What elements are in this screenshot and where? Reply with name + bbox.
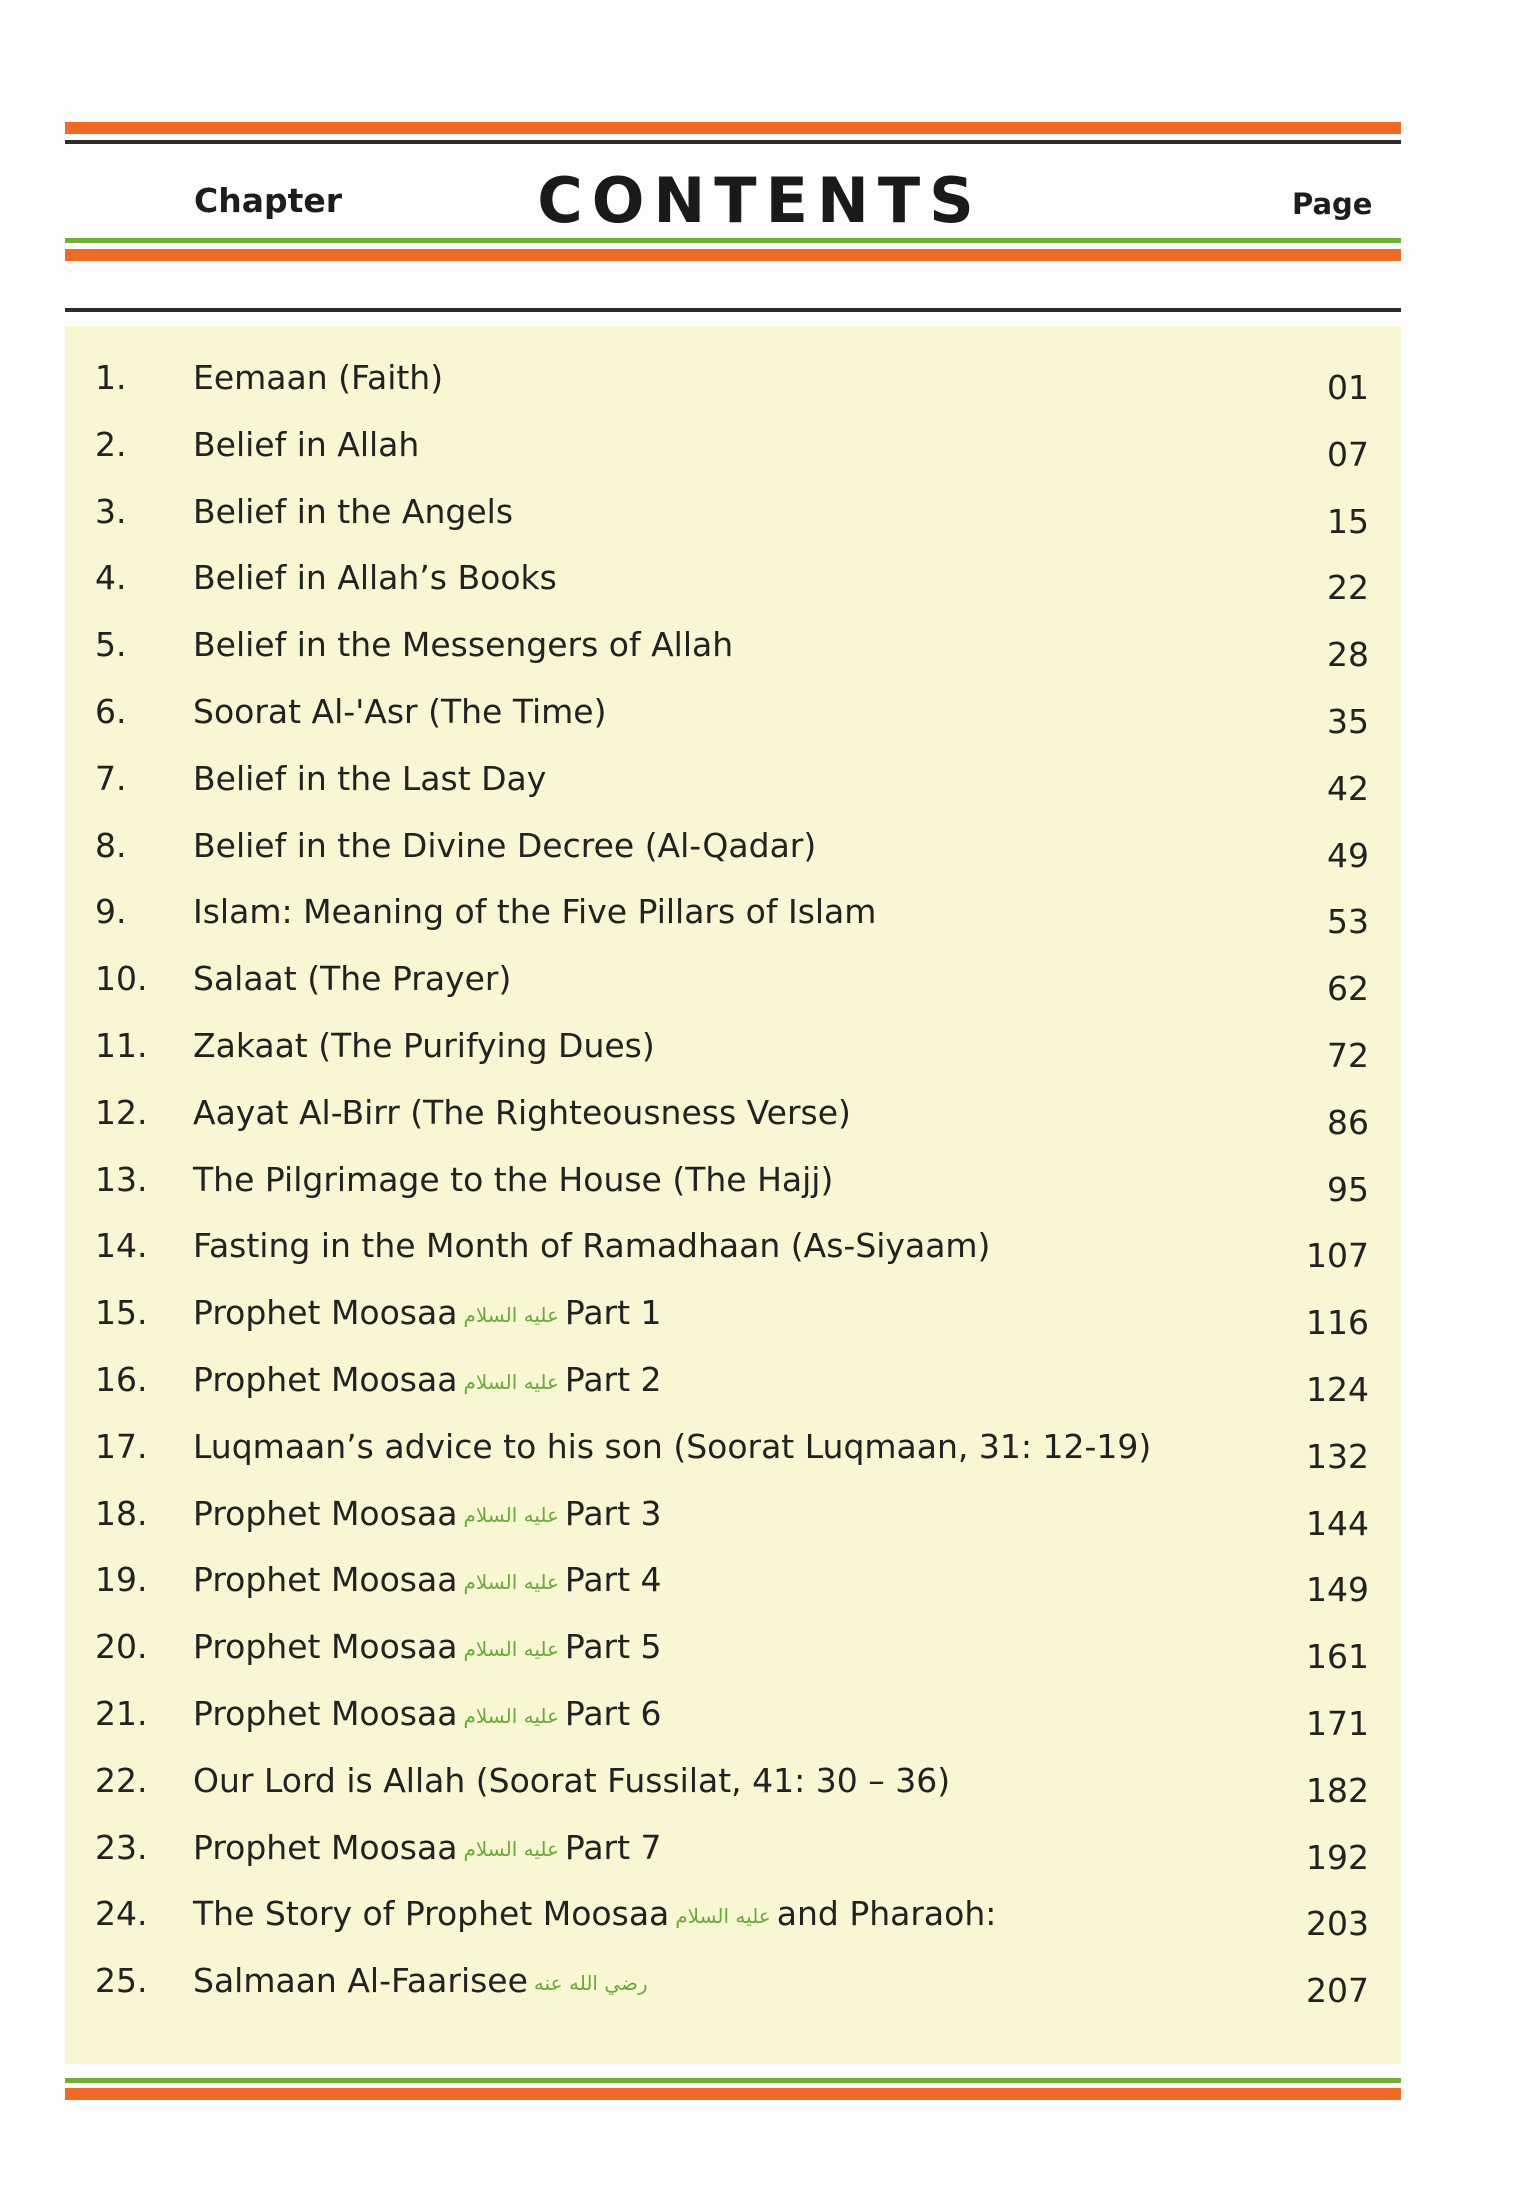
chapter-column-label: Chapter bbox=[194, 181, 343, 220]
chapter-title-text: Soorat Al-'Asr (The Time) bbox=[193, 692, 607, 731]
chapter-number: 7. bbox=[95, 758, 127, 798]
chapter-number: 4. bbox=[95, 558, 127, 598]
page-number: 149 bbox=[1306, 1570, 1369, 1610]
chapter-title bbox=[193, 1360, 662, 1399]
chapter-title-text: Our Lord is Allah (Soorat Fussilat, 41: 30 – 36) bbox=[193, 1760, 951, 1800]
chapter-title-suffix: Part 1 bbox=[564, 1293, 662, 1333]
toc-entry bbox=[65, 1961, 1401, 2027]
page-number: 01 bbox=[1327, 368, 1369, 407]
toc-entry bbox=[65, 1226, 1401, 1292]
toc-entry bbox=[65, 1427, 1401, 1493]
page-number: 95 bbox=[1327, 1169, 1369, 1209]
chapter-number: 11. bbox=[95, 1026, 148, 1065]
chapter-title bbox=[193, 1828, 662, 1867]
chapter-title-suffix: Part 4 bbox=[564, 1560, 662, 1600]
toc-entry bbox=[65, 1627, 1401, 1693]
bottom-rule-orange bbox=[65, 2088, 1401, 2100]
page-number: 182 bbox=[1306, 1770, 1369, 1810]
honorific-glyph: عليه السلام bbox=[463, 1369, 559, 1394]
toc-entry bbox=[65, 1560, 1401, 1626]
header-rule-orange bbox=[65, 249, 1401, 261]
honorific-glyph: عليه السلام bbox=[463, 1569, 559, 1594]
page-number: 72 bbox=[1327, 1036, 1369, 1075]
chapter-number: 5. bbox=[95, 625, 127, 665]
chapter-title-text: Prophet Moosaa bbox=[193, 1694, 458, 1733]
chapter-title bbox=[193, 892, 876, 931]
chapter-title bbox=[193, 1093, 851, 1132]
chapter-title bbox=[193, 1293, 662, 1332]
toc-entry bbox=[65, 1360, 1401, 1426]
toc-entry bbox=[65, 1761, 1401, 1827]
page-number: 53 bbox=[1327, 902, 1369, 942]
chapter-title-suffix: Part 3 bbox=[564, 1493, 662, 1533]
honorific-glyph: عليه السلام bbox=[675, 1903, 771, 1928]
bottom-rule-green bbox=[65, 2078, 1401, 2083]
top-rule-orange bbox=[65, 122, 1401, 134]
chapter-title bbox=[193, 1961, 654, 2000]
chapter-title bbox=[193, 1427, 1151, 1466]
chapter-title bbox=[193, 1226, 990, 1265]
panel-top-rule bbox=[65, 308, 1401, 312]
chapter-title-text: Prophet Moosaa bbox=[193, 1493, 458, 1533]
chapter-title-suffix: and Pharaoh: bbox=[776, 1894, 997, 1934]
chapter-number: 25. bbox=[95, 1961, 148, 2001]
chapter-number: 22. bbox=[95, 1760, 148, 1800]
chapter-title-text: Prophet Moosaa bbox=[193, 1627, 458, 1667]
toc-entry bbox=[65, 959, 1401, 1025]
toc-entry bbox=[65, 1494, 1401, 1560]
toc-entry bbox=[65, 358, 1401, 424]
chapter-title-text: Belief in Allah bbox=[193, 424, 420, 464]
page-number: 22 bbox=[1327, 568, 1369, 608]
chapter-title-text: The Pilgrimage to the House (The Hajj) bbox=[193, 1159, 834, 1199]
chapter-title-suffix: Part 6 bbox=[564, 1694, 662, 1733]
chapter-title bbox=[193, 492, 513, 531]
page-number: 132 bbox=[1306, 1436, 1369, 1476]
honorific-glyph: رضي الله عنه bbox=[533, 1970, 648, 1995]
page-number: 42 bbox=[1327, 768, 1369, 808]
chapter-number: 18. bbox=[95, 1493, 148, 1533]
chapter-number: 15. bbox=[95, 1293, 148, 1333]
chapter-number: 3. bbox=[95, 491, 127, 531]
chapter-title bbox=[193, 759, 546, 798]
chapter-number: 2. bbox=[95, 424, 127, 464]
chapter-title bbox=[193, 1627, 662, 1666]
page-number: 107 bbox=[1306, 1236, 1369, 1276]
chapter-title bbox=[193, 1026, 655, 1065]
chapter-title-text: Islam: Meaning of the Five Pillars of Islam bbox=[193, 892, 877, 932]
chapter-number: 8. bbox=[95, 825, 127, 865]
chapter-title bbox=[193, 959, 511, 998]
page-number: 192 bbox=[1306, 1837, 1369, 1877]
page-number: 161 bbox=[1306, 1637, 1369, 1677]
chapter-title-text: Prophet Moosaa bbox=[193, 1560, 458, 1600]
chapter-number: 14. bbox=[95, 1226, 148, 1266]
chapter-title-text: Aayat Al-Birr (The Righteousness Verse) bbox=[193, 1092, 851, 1132]
page-number: 49 bbox=[1327, 835, 1369, 875]
chapter-title-text: Belief in the Angels bbox=[193, 491, 514, 531]
toc-entry bbox=[65, 1026, 1401, 1092]
page-number: 116 bbox=[1306, 1303, 1369, 1343]
chapter-title bbox=[193, 1560, 662, 1599]
toc-entry bbox=[65, 1293, 1401, 1359]
chapter-title-text: The Story of Prophet Moosaa bbox=[193, 1894, 670, 1934]
page-column-label: Page bbox=[1292, 187, 1373, 221]
chapter-title-text: Prophet Moosaa bbox=[193, 1293, 458, 1333]
page-number: 171 bbox=[1306, 1704, 1369, 1743]
honorific-glyph: عليه السلام bbox=[463, 1703, 559, 1728]
chapter-number: 19. bbox=[95, 1560, 148, 1600]
page-number: 124 bbox=[1306, 1370, 1369, 1409]
chapter-title-text: Prophet Moosaa bbox=[193, 1360, 458, 1399]
toc-entry bbox=[65, 1093, 1401, 1159]
chapter-title bbox=[193, 625, 733, 664]
toc-entry bbox=[65, 425, 1401, 491]
page-number: 15 bbox=[1327, 501, 1369, 541]
page-title: CONTENTS bbox=[537, 164, 983, 237]
chapter-title-suffix: Part 5 bbox=[564, 1627, 662, 1667]
chapter-title-text: Belief in the Divine Decree (Al-Qadar) bbox=[193, 825, 817, 865]
chapter-number: 21. bbox=[95, 1694, 148, 1733]
chapter-title-suffix: Part 7 bbox=[564, 1827, 662, 1867]
toc-entry bbox=[65, 558, 1401, 624]
page-number: 203 bbox=[1306, 1904, 1369, 1944]
toc-entry bbox=[65, 892, 1401, 958]
chapter-title-text: Salmaan Al-Faarisee bbox=[193, 1961, 528, 2001]
top-rule-dark bbox=[65, 140, 1401, 144]
chapter-number: 17. bbox=[95, 1426, 148, 1466]
chapter-title bbox=[193, 358, 443, 397]
chapter-title-text: Eemaan (Faith) bbox=[193, 358, 444, 397]
chapter-title bbox=[193, 1160, 833, 1199]
page-number: 207 bbox=[1306, 1971, 1369, 2011]
chapter-title bbox=[193, 692, 606, 731]
honorific-glyph: عليه السلام bbox=[463, 1837, 559, 1862]
header-rule-green bbox=[65, 238, 1401, 243]
toc-entry bbox=[65, 826, 1401, 892]
chapter-number: 16. bbox=[95, 1360, 148, 1399]
honorific-glyph: عليه السلام bbox=[463, 1636, 559, 1661]
chapter-title-text: Zakaat (The Purifying Dues) bbox=[193, 1026, 655, 1065]
chapter-number: 24. bbox=[95, 1894, 148, 1934]
page-number: 62 bbox=[1327, 969, 1369, 1009]
toc-entry bbox=[65, 1828, 1401, 1894]
toc-entry bbox=[65, 1694, 1401, 1760]
page-number: 07 bbox=[1327, 434, 1369, 474]
toc-entry bbox=[65, 625, 1401, 691]
toc-entry bbox=[65, 1894, 1401, 1960]
toc-entry bbox=[65, 759, 1401, 825]
chapter-title-text: Prophet Moosaa bbox=[193, 1827, 458, 1867]
chapter-number: 12. bbox=[95, 1092, 148, 1132]
chapter-number: 1. bbox=[95, 358, 127, 397]
toc-entry bbox=[65, 492, 1401, 558]
page-number: 86 bbox=[1327, 1102, 1369, 1142]
chapter-title-text: Luqmaan’s advice to his son (Soorat Luqmaan, 31: 12-19) bbox=[193, 1426, 1152, 1466]
page-number: 28 bbox=[1327, 635, 1369, 675]
page-number: 35 bbox=[1327, 702, 1369, 741]
toc-entry bbox=[65, 692, 1401, 758]
chapter-number: 6. bbox=[95, 692, 127, 731]
chapter-title-text: Salaat (The Prayer) bbox=[193, 959, 512, 999]
chapter-title bbox=[193, 826, 816, 865]
honorific-glyph: عليه السلام bbox=[463, 1302, 559, 1327]
chapter-title bbox=[193, 1894, 996, 1933]
chapter-number: 9. bbox=[95, 892, 127, 932]
chapter-title-text: Belief in the Last Day bbox=[193, 758, 547, 798]
chapter-number: 20. bbox=[95, 1627, 148, 1667]
chapter-title-suffix: Part 2 bbox=[564, 1360, 662, 1399]
chapter-title bbox=[193, 558, 557, 597]
chapter-title-text: Belief in the Messengers of Allah bbox=[193, 625, 734, 665]
honorific-glyph: عليه السلام bbox=[463, 1503, 559, 1528]
chapter-number: 10. bbox=[95, 959, 148, 999]
chapter-title bbox=[193, 1761, 950, 1800]
chapter-title-text: Fasting in the Month of Ramadhaan (As-Siyaam) bbox=[193, 1226, 991, 1266]
chapter-title bbox=[193, 1694, 662, 1733]
chapter-number: 13. bbox=[95, 1159, 148, 1199]
chapter-number: 23. bbox=[95, 1827, 148, 1867]
page-number: 144 bbox=[1306, 1503, 1369, 1543]
chapter-title bbox=[193, 425, 419, 464]
toc-entry bbox=[65, 1160, 1401, 1226]
chapter-title bbox=[193, 1494, 662, 1533]
chapter-title-text: Belief in Allah’s Books bbox=[193, 558, 557, 598]
